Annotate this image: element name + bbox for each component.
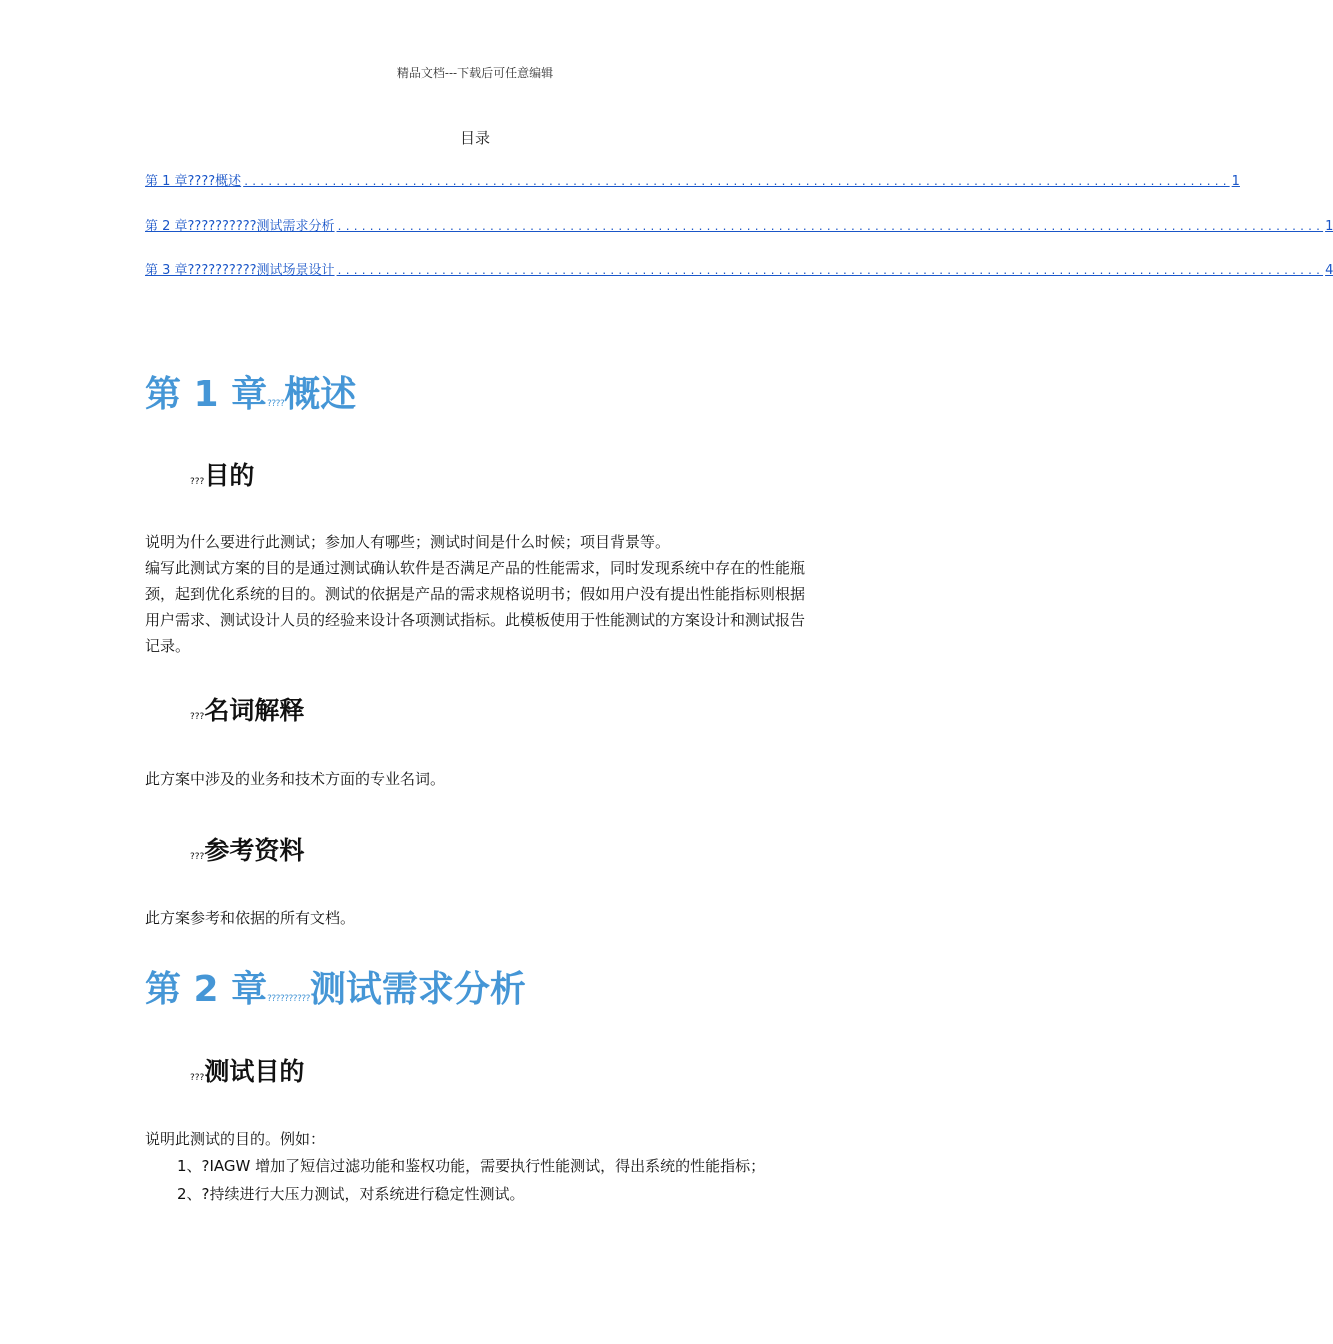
section-title: 名词解释	[204, 696, 305, 725]
references-body	[145, 905, 805, 931]
section-marks: ???	[190, 852, 205, 862]
page-header: 精品文档---下载后可任意编辑	[396, 66, 554, 80]
section-references-heading	[190, 831, 304, 867]
toc-entry-label: 第 2 章??????????测试需求分析	[145, 218, 335, 234]
paragraph: 说明为什么要进行此测试；参加人有哪些；测试时间是什么时候；项目背景等。	[145, 533, 671, 551]
paragraph: 编写此测试方案的目的是通过测试确认软件是否满足产品的性能需求，同时发现系统中存在的性能瓶颈，起到优化系统的目的。测试的依据是产品的需求规格说明书；假如用户没有提出性能指标则根据用户需求、测试设计人员的经验来设计各项测试指标。此模板使用于性能测试的方案设计和测试报告记录。	[145, 559, 806, 655]
toc-entry-chapter-3[interactable]	[145, 259, 1333, 281]
section-title: 参考资料	[204, 836, 305, 865]
test-purpose-list	[177, 1152, 817, 1208]
paragraph: 说明此测试的目的。例如：	[145, 1130, 326, 1148]
chapter-number: 第 2 章	[145, 969, 268, 1010]
toc-leader-dots: ...........................................................................................................................	[336, 266, 1324, 277]
toc-entry-page: 1	[1231, 174, 1240, 189]
chapter-title: 概述	[284, 374, 357, 415]
toc-entry-chapter-1[interactable]	[145, 170, 1240, 192]
section-marks: ???	[190, 712, 205, 722]
toc-entry-label: 第 3 章??????????测试场景设计	[145, 263, 335, 278]
toc-entry-page: 1	[1325, 218, 1333, 234]
toc-entry-page: 4	[1325, 263, 1333, 278]
chapter-1-heading	[145, 366, 356, 417]
list-item: 1、?IAGW 增加了短信过滤功能和鉴权功能，需要执行性能测试，得出系统的性能指标；	[177, 1157, 766, 1175]
section-purpose-heading	[190, 456, 254, 492]
test-purpose-intro	[145, 1126, 805, 1152]
toc-entry-chapter-2[interactable]	[145, 215, 1333, 237]
toc-leader-dots: ...........................................................................................................................	[243, 177, 1230, 188]
chapter-number: 第 1 章	[145, 374, 268, 415]
toc-title: 目录	[459, 129, 490, 147]
table-of-contents	[145, 170, 1333, 304]
glossary-body	[145, 766, 805, 792]
paragraph: 此方案中涉及的业务和技术方面的专业名词。	[145, 770, 446, 788]
section-title: 目的	[204, 461, 255, 490]
list-item: 2、?持续进行大压力测试，对系统进行稳定性测试。	[177, 1185, 525, 1203]
section-test-purpose-heading	[190, 1052, 304, 1088]
toc-leader-dots: ...........................................................................................................................	[336, 221, 1324, 233]
toc-entry-label: 第 1 章????概述	[145, 174, 242, 189]
chapter-marks: ??????????	[267, 994, 310, 1004]
chapter-marks: ????	[267, 399, 285, 409]
section-marks: ???	[190, 477, 205, 487]
purpose-body	[145, 529, 805, 659]
section-marks: ???	[190, 1073, 205, 1083]
section-glossary-heading	[190, 691, 304, 727]
chapter-2-heading	[145, 961, 526, 1012]
chapter-title: 测试需求分析	[309, 969, 526, 1010]
section-title: 测试目的	[204, 1057, 305, 1086]
paragraph: 此方案参考和依据的所有文档。	[145, 909, 356, 927]
